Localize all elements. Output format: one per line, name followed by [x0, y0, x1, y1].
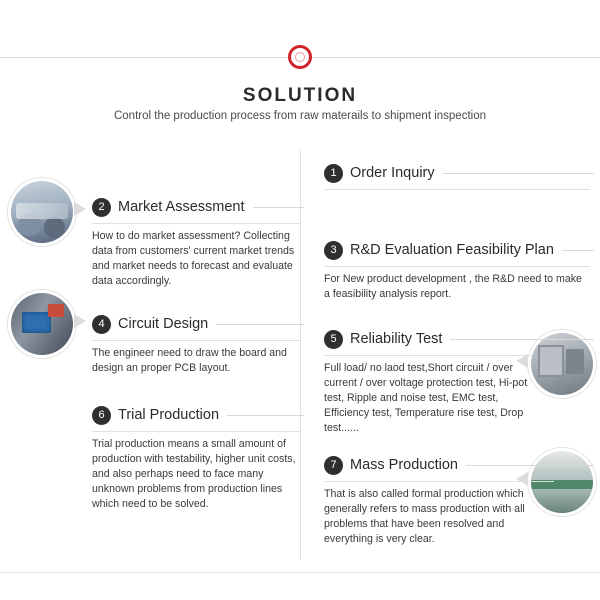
- step-rule: [450, 339, 594, 340]
- step-rd-evaluation: [310, 235, 594, 302]
- step-rule: [227, 415, 304, 416]
- step-number-badge: 4: [92, 315, 111, 334]
- step-title: Order Inquiry: [350, 165, 435, 181]
- step-title: Market Assessment: [118, 199, 245, 215]
- step-body: For New product development , the R&D need to make a feasibility analysis report.: [324, 266, 590, 302]
- step-rule: [216, 324, 304, 325]
- step-rule: [443, 173, 594, 174]
- step-reliability-test-header: [324, 324, 594, 354]
- step-trial-production: [8, 400, 304, 512]
- step-number-badge: 5: [324, 330, 343, 349]
- step-order-inquiry-header: [324, 158, 594, 188]
- step-circuit-design: [8, 309, 304, 376]
- step-body: Trial production means a small amount of production with testability, higher unit costs, and also perhaps need to face many unknown problems from production lines which need to be solved.: [92, 431, 300, 512]
- step-body: The engineer need to draw the board and design an proper PCB layout.: [92, 340, 300, 376]
- step-number-badge: 6: [92, 406, 111, 425]
- step-body: That is also called formal production which generally refers to mass production with all problems that have been resolved and everything is very clear.: [324, 481, 554, 547]
- page-header: [0, 0, 600, 140]
- step-title: R&D Evaluation Feasibility Plan: [350, 242, 554, 258]
- step-circuit-design-header: [92, 309, 304, 339]
- step-market-assessment: [8, 192, 304, 289]
- left-step-column: [8, 192, 304, 526]
- step-rule: [466, 465, 594, 466]
- step-title: Circuit Design: [118, 316, 209, 332]
- step-title: Mass Production: [350, 457, 458, 473]
- step-body: [324, 189, 590, 213]
- footer-divider: [0, 572, 600, 573]
- step-reliability-test: [310, 324, 594, 436]
- step-number-badge: 3: [324, 241, 343, 260]
- step-title: Trial Production: [118, 407, 220, 423]
- page-title: SOLUTION: [242, 85, 358, 106]
- step-rule: [562, 250, 594, 251]
- step-trial-production-header: [92, 400, 304, 430]
- step-mass-production: [310, 450, 594, 547]
- step-number-badge: 2: [92, 198, 111, 217]
- accent-circle-icon: [288, 45, 312, 69]
- step-number-badge: 7: [324, 456, 343, 475]
- step-body: How to do market assessment? Collecting data from customers' current market trends and market needs to forecast and evaluate data accordingly.: [92, 223, 300, 289]
- step-rd-evaluation-header: [324, 235, 594, 265]
- right-step-column: [310, 158, 594, 561]
- step-order-inquiry: [310, 158, 594, 213]
- step-rule: [253, 207, 304, 208]
- step-body: Full load/ no laod test,Short circuit / over current / over voltage protection test, Hi-pot test, Ripple and noise test, EMC test, Efficiency test, Temperature rise test, Drop test......: [324, 355, 532, 436]
- step-market-assessment-header: [92, 192, 304, 222]
- step-number-badge: 1: [324, 164, 343, 183]
- page-subtitle: Control the production process from raw materails to shipment inspection: [113, 110, 486, 122]
- step-title: Reliability Test: [350, 331, 443, 347]
- step-mass-production-header: [324, 450, 594, 480]
